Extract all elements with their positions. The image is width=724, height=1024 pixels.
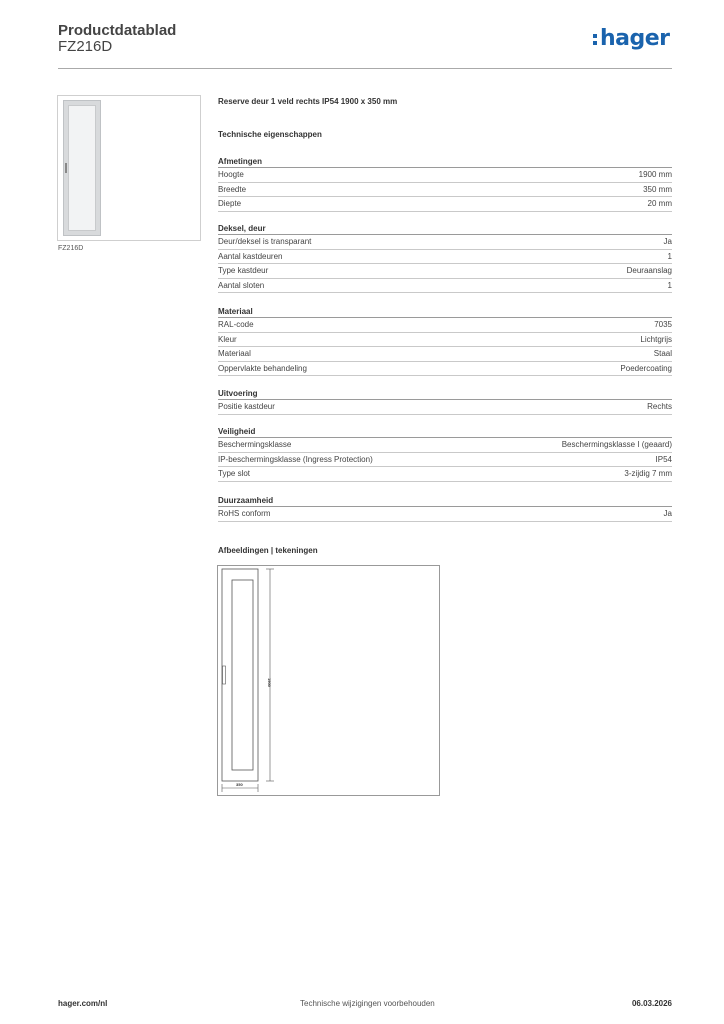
spec-label: IP-beschermingsklasse (Ingress Protection)	[218, 454, 373, 464]
hager-logo	[593, 26, 670, 51]
spec-label: Kleur	[218, 334, 237, 344]
spec-label: Materiaal	[218, 349, 251, 359]
spec-row	[218, 168, 672, 183]
logo-text: hager	[600, 26, 670, 51]
spec-label: Hoogte	[218, 170, 244, 179]
spec-label: Breedte	[218, 184, 247, 194]
spec-row	[218, 318, 672, 333]
spec-row	[218, 235, 672, 250]
spec-label: Diepte	[218, 199, 242, 209]
section-title: Duurzaamheid	[218, 495, 672, 507]
spec-row	[218, 183, 672, 198]
spec-section	[218, 223, 672, 293]
section-title: Veiligheid	[218, 426, 672, 438]
spec-value: Deuraanslag	[626, 266, 672, 276]
section-title: Materiaal	[218, 306, 672, 318]
section-title: Deksel, deur	[218, 223, 672, 235]
spec-label: Aantal sloten	[218, 280, 265, 290]
drawing-svg	[218, 566, 439, 795]
spec-value: 3-zijdig 7 mm	[624, 469, 672, 479]
spec-value: Poedercoating	[620, 363, 672, 373]
door-image-icon	[63, 100, 101, 236]
footer-date: 06.03.2026	[631, 999, 672, 1008]
header-divider	[58, 68, 672, 69]
spec-value: Ja	[663, 509, 672, 518]
footer-note: Technische wijzigingen voorbehouden	[300, 999, 435, 1008]
spec-row	[218, 264, 672, 279]
tech-heading: Technische eigenschappen	[218, 130, 322, 139]
spec-value: Staal	[653, 349, 672, 359]
spec-row	[218, 467, 672, 482]
spec-label: Type kastdeur	[218, 266, 269, 276]
spec-row	[218, 453, 672, 468]
technical-drawing	[217, 565, 440, 796]
product-image	[57, 95, 201, 241]
product-code: FZ216D	[58, 38, 113, 55]
spec-value: 1	[667, 251, 672, 261]
spec-label: RAL-code	[218, 320, 254, 329]
logo-dots-icon	[593, 31, 598, 48]
spec-row	[218, 362, 672, 377]
spec-value: 350 mm	[643, 184, 672, 194]
spec-row	[218, 250, 672, 265]
spec-value: Rechts	[647, 402, 672, 411]
spec-label: Positie kastdeur	[218, 402, 275, 411]
spec-row	[218, 507, 672, 522]
spec-value: Lichtgrijs	[640, 334, 672, 344]
figures-heading: Afbeeldingen | tekeningen	[218, 546, 318, 555]
product-image-caption: FZ216D	[58, 245, 84, 252]
spec-row	[218, 438, 672, 453]
width-dimension: 350	[236, 782, 243, 787]
product-description: Reserve deur 1 veld rechts IP54 1900 x 350 mm	[218, 97, 398, 106]
spec-row	[218, 333, 672, 348]
page-title: Productdatablad	[58, 22, 177, 39]
spec-label: Beschermingsklasse	[218, 440, 292, 449]
spec-section	[218, 495, 672, 522]
spec-section	[218, 388, 672, 415]
spec-value: Ja	[663, 237, 672, 246]
spec-label: RoHS conform	[218, 509, 271, 518]
height-dimension: 1900	[267, 678, 272, 687]
section-title: Uitvoering	[218, 388, 672, 400]
spec-section	[218, 156, 672, 212]
spec-label: Oppervlakte behandeling	[218, 363, 307, 373]
spec-value: 1	[667, 280, 672, 290]
spec-label: Aantal kastdeuren	[218, 251, 283, 261]
spec-label: Type slot	[218, 469, 251, 479]
spec-row	[218, 400, 672, 415]
footer-website[interactable]: hager.com/nl	[58, 999, 108, 1008]
spec-value: IP54	[655, 454, 672, 464]
spec-section	[218, 426, 672, 482]
section-title: Afmetingen	[218, 156, 672, 168]
spec-value: 1900 mm	[638, 170, 672, 179]
spec-value: 7035	[654, 320, 672, 329]
spec-value: 20 mm	[647, 199, 672, 209]
spec-label: Deur/deksel is transparant	[218, 237, 312, 246]
spec-value: Beschermingsklasse I (geaard)	[561, 440, 672, 449]
spec-row	[218, 197, 672, 212]
spec-row	[218, 347, 672, 362]
spec-section	[218, 306, 672, 376]
spec-row	[218, 279, 672, 294]
